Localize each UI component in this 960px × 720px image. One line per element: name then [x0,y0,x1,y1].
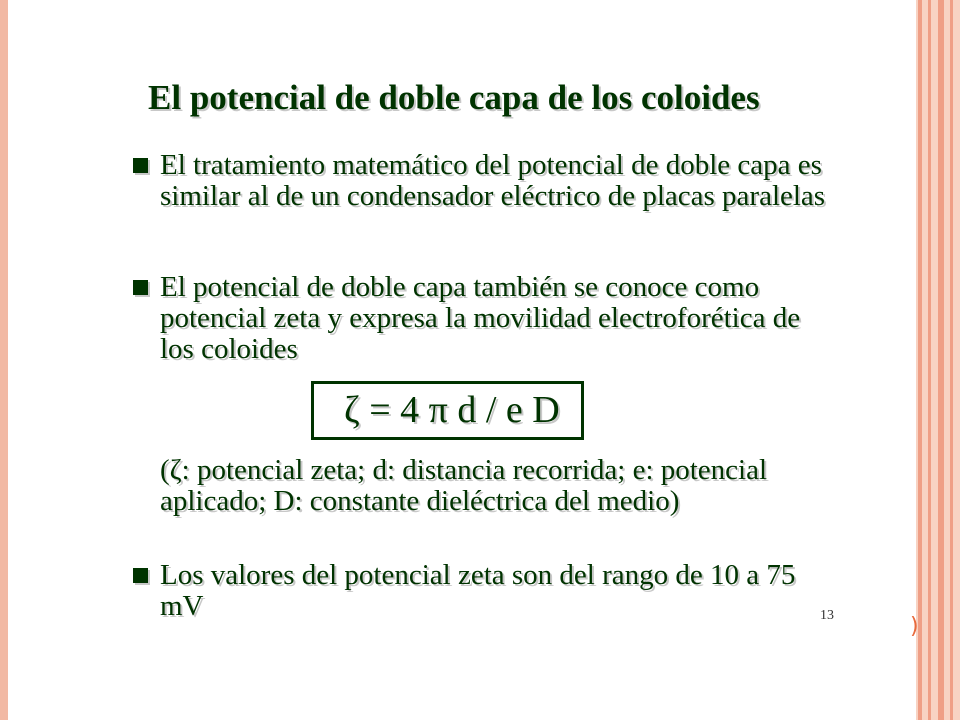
bullet-item [133,150,833,212]
square-bullet-icon [133,158,148,173]
frame-stripe [918,0,922,720]
square-bullet-icon [133,568,148,583]
frame-stripe [938,0,944,720]
bullet-text: El tratamiento matemático del potencial de doble capa es similar al de un condensador eléctrico de placas paralelas [160,149,826,212]
bullet-item [133,560,833,622]
formula-box [311,381,584,440]
formula-legend: (ζ: potencial zeta; d: distancia recorrida; e: potencial aplicado; D: constante dieléctrica del medio) [160,454,768,517]
frame-stripe [950,0,953,720]
bullet-text: El potencial de doble capa también se conoce como potencial zeta y expresa la movilidad electroforética de los coloides [160,271,801,365]
frame-stripe [928,0,931,720]
decorative-paren-icon: ) [910,614,919,639]
bullet-item [133,272,833,365]
slide-title: El potencial de doble capa de los coloides [148,78,760,117]
zeta-formula: ζ = 4 π d / e D [344,389,560,431]
page-number: 13 [820,608,834,623]
slide-frame-right [916,0,960,720]
slide-frame-left [0,0,8,720]
bullet-text: Los valores del potencial zeta son del rango de 10 a 75 mV [160,559,796,622]
square-bullet-icon [133,280,148,295]
